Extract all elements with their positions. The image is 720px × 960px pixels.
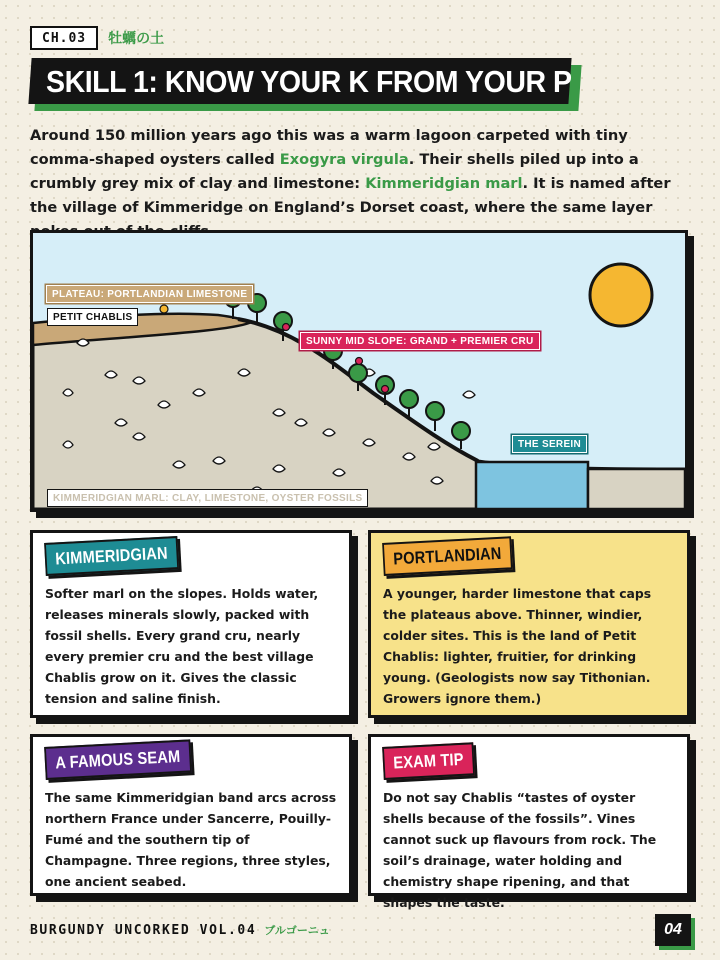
footer-jp: ブルゴーニュ [264, 924, 330, 937]
page-number-badge [655, 914, 691, 948]
footer-title: BURGUNDY UNCORKED VOL.04 [30, 923, 257, 938]
footer [30, 922, 330, 938]
page-title: SKILL 1: KNOW YOUR K FROM YOUR P [46, 64, 572, 99]
intro-text-3: . It is named after the village of Kimmeridge on England’s Dorset coast, where the same layer [30, 175, 671, 216]
sun-icon [590, 264, 652, 326]
card-exam-tip [368, 734, 690, 910]
card-body: Softer marl on the slopes. Holds water, releases minerals slowly, packed with fossil shells. Every grand cru, nearly every premier cru and the best village Chablis grow on it. Gives the classic tension and saline finish. [45, 586, 319, 706]
label-plateau: PLATEAU: PORTLANDIAN LIMESTONE [46, 285, 253, 303]
cross-section-illustration [33, 233, 685, 509]
oyster-name: Exogyra virgula [279, 151, 409, 168]
chapter-subtitle: 牡蠣の土 [108, 31, 165, 47]
chapter-tag: CH.03 [30, 26, 98, 50]
card-label: A FAMOUS SEAM [44, 739, 191, 780]
marl-name: Kimmeridgian marl [365, 175, 523, 192]
river-serein [476, 462, 588, 509]
card-panel [368, 530, 690, 718]
card-label: KIMMERIDGIAN [44, 536, 179, 576]
page-number: 04 [655, 914, 691, 946]
chapter-header [30, 26, 164, 50]
card-label: PORTLANDIAN [382, 536, 512, 576]
card-panel [368, 734, 690, 910]
card-body: The same Kimmeridgian band arcs across northern France under Sancerre, Pouilly-Fumé and the southern tip of Champagne. Three regions, three styles, one ancient seabed. [45, 790, 337, 889]
title-banner [30, 58, 578, 110]
card-label: EXAM TIP [382, 742, 475, 780]
label-marl: KIMMERIDGIAN MARL: CLAY, LIMESTONE, OYSTER FOSSILS [47, 489, 368, 507]
card-kimmeridgian [30, 530, 352, 718]
card-panel [30, 530, 352, 718]
intro-text-1: Around 150 million years ago this was a warm lagoon carpeted with tiny comma-shaped oysters called [30, 127, 628, 168]
diagram-panel [30, 230, 688, 512]
label-petit-chablis: PETIT CHABLIS [47, 308, 138, 326]
valley-floor [588, 469, 685, 509]
label-mid-slope: SUNNY MID SLOPE: GRAND + PREMIER CRU [300, 332, 540, 350]
intro-text-2: . Their shells piled up into a crumbly grey mix of clay and limestone: [30, 151, 639, 192]
label-river: THE SEREIN [512, 435, 587, 453]
intro-paragraph [30, 124, 690, 244]
card-portlandian [368, 530, 690, 718]
geology-diagram [30, 230, 694, 518]
card-famous-seam [30, 734, 352, 896]
card-panel [30, 734, 352, 896]
card-body: A younger, harder limestone that caps the plateaus above. Thinner, windier, colder sites. This is the land of Petit Chablis: lighter, fruitier, for drinking young. (Geologists now say Tithonian. Growers ignore them.) [383, 586, 652, 706]
card-body: Do not say Chablis “tastes of oyster shells because of the fossils”. Vines cannot suck up flavours from rock. The soil’s drainage, water holding and chemistry shape ripening, and that shapes the taste. [383, 790, 657, 910]
